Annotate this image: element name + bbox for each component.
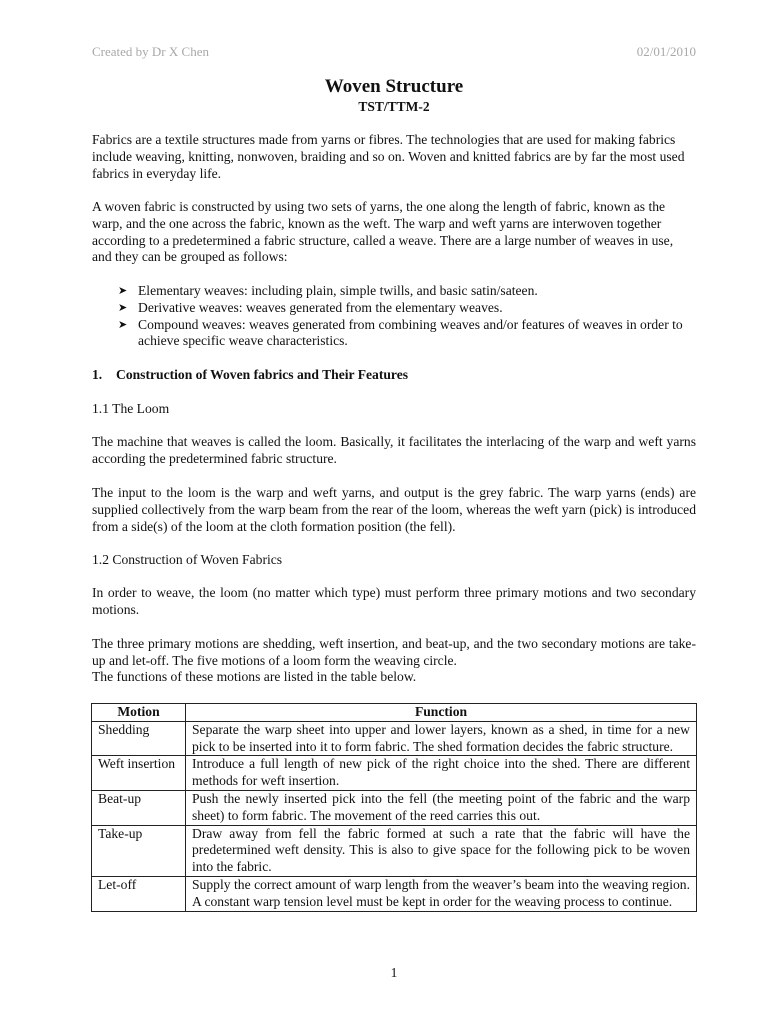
table-row bbox=[92, 876, 697, 911]
table-row bbox=[92, 790, 697, 825]
weave-groups-list bbox=[118, 283, 698, 350]
list-item-text: Elementary weaves: including plain, simple twills, and basic satin/sateen. bbox=[138, 283, 538, 298]
function-cell: Supply the correct amount of warp length from the weaver’s beam into the weaving region. A constant warp tension level must be kept in order for the weaving process to continue. bbox=[186, 876, 697, 911]
list-item bbox=[118, 283, 698, 300]
header-date: 02/01/2010 bbox=[636, 44, 696, 59]
table-header-row bbox=[92, 704, 697, 722]
list-item bbox=[118, 300, 698, 317]
column-header-function: Function bbox=[186, 704, 697, 722]
paragraph-table-intro: The functions of these motions are listed in the table below. bbox=[92, 669, 417, 684]
page-number: 1 bbox=[390, 965, 398, 980]
motion-cell: Shedding bbox=[92, 721, 186, 756]
document-subtitle: TST/TTM-2 bbox=[358, 99, 430, 114]
motion-cell: Let-off bbox=[92, 876, 186, 911]
column-header-motion: Motion bbox=[92, 704, 186, 722]
list-item-text: Derivative weaves: weaves generated from the elementary weaves. bbox=[138, 299, 503, 315]
function-cell: Separate the warp sheet into upper and lower layers, known as a shed, in time for a new pick to be inserted into it to form fabric. The shed formation decides the fabric structure. bbox=[186, 721, 697, 756]
subheading-1-2: 1.2 Construction of Woven Fabrics bbox=[92, 552, 283, 567]
motion-cell: Weft insertion bbox=[92, 756, 186, 791]
paragraph-intro: Fabrics are a textile structures made from yarns or fibres. The technologies that are used for making fabrics include weaving, knitting, nonwoven, braiding and so on. Woven and knitted fabrics are by far the most used fabrics in everyday life. bbox=[92, 132, 685, 181]
paragraph-woven-fabric: A woven fabric is constructed by using two sets of yarns, the one along the length of fabric, known as the warp, and the one across the fabric, known as the weft. The warp and weft yarns are interwoven together according to a predetermined a fabric structure, called a weave. There are a large number of weaves in use, and they can be grouped as follows: bbox=[92, 199, 674, 265]
arrow-bullet-icon: ➤ bbox=[118, 318, 128, 331]
motion-cell: Beat-up bbox=[92, 790, 186, 825]
header-author: Created by Dr X Chen bbox=[92, 44, 209, 59]
subheading-1-1: 1.1 The Loom bbox=[92, 401, 170, 416]
document-title: Woven Structure bbox=[324, 76, 464, 97]
function-cell: Push the newly inserted pick into the fell (the meeting point of the fabric and the warp sheet) to form fabric. The movement of the reed carries this out. bbox=[186, 790, 697, 825]
motions-table bbox=[91, 703, 697, 912]
table-row bbox=[92, 825, 697, 876]
motion-cell: Take-up bbox=[92, 825, 186, 876]
function-cell: Draw away from fell the fabric formed at such a rate that the fabric will have the predetermined weft density. This is also to give space for the following pick to be woven into the fabric. bbox=[186, 825, 697, 876]
paragraph-motions-intro: In order to weave, the loom (no matter which type) must perform three primary motions and two secondary motions. bbox=[92, 585, 696, 617]
function-cell: Introduce a full length of new pick of the right choice into the shed. There are different methods for weft insertion. bbox=[186, 756, 697, 791]
section-number: 1. bbox=[92, 367, 103, 382]
list-item bbox=[118, 317, 698, 351]
paragraph-loom-machine: The machine that weaves is called the loom. Basically, it facilitates the interlacing of the warp and weft yarns according the predetermined fabric structure. bbox=[92, 434, 696, 466]
arrow-bullet-icon: ➤ bbox=[118, 301, 128, 314]
table-row bbox=[92, 721, 697, 756]
paragraph-loom-input: The input to the loom is the warp and weft yarns, and output is the grey fabric. The warp yarns (ends) are supplied collectively from the warp beam from the rear of the loom, whereas the weft yarn (pick) is introduced from a side(s) of the loom at the cloth formation position (the fell). bbox=[92, 485, 696, 534]
arrow-bullet-icon: ➤ bbox=[118, 285, 128, 297]
list-item-text: Compound weaves: weaves generated from combining weaves and/or features of weaves in order to achieve specific weave characteristics. bbox=[138, 316, 683, 349]
section-title: Construction of Woven fabrics and Their Features bbox=[116, 367, 409, 382]
table-row bbox=[92, 756, 697, 791]
paragraph-motions-description: The three primary motions are shedding, weft insertion, and beat-up, and the two secondary motions are take-up and let-off. The five motions of a loom form the weaving circle. bbox=[92, 636, 696, 668]
section-heading-1 bbox=[92, 367, 408, 383]
